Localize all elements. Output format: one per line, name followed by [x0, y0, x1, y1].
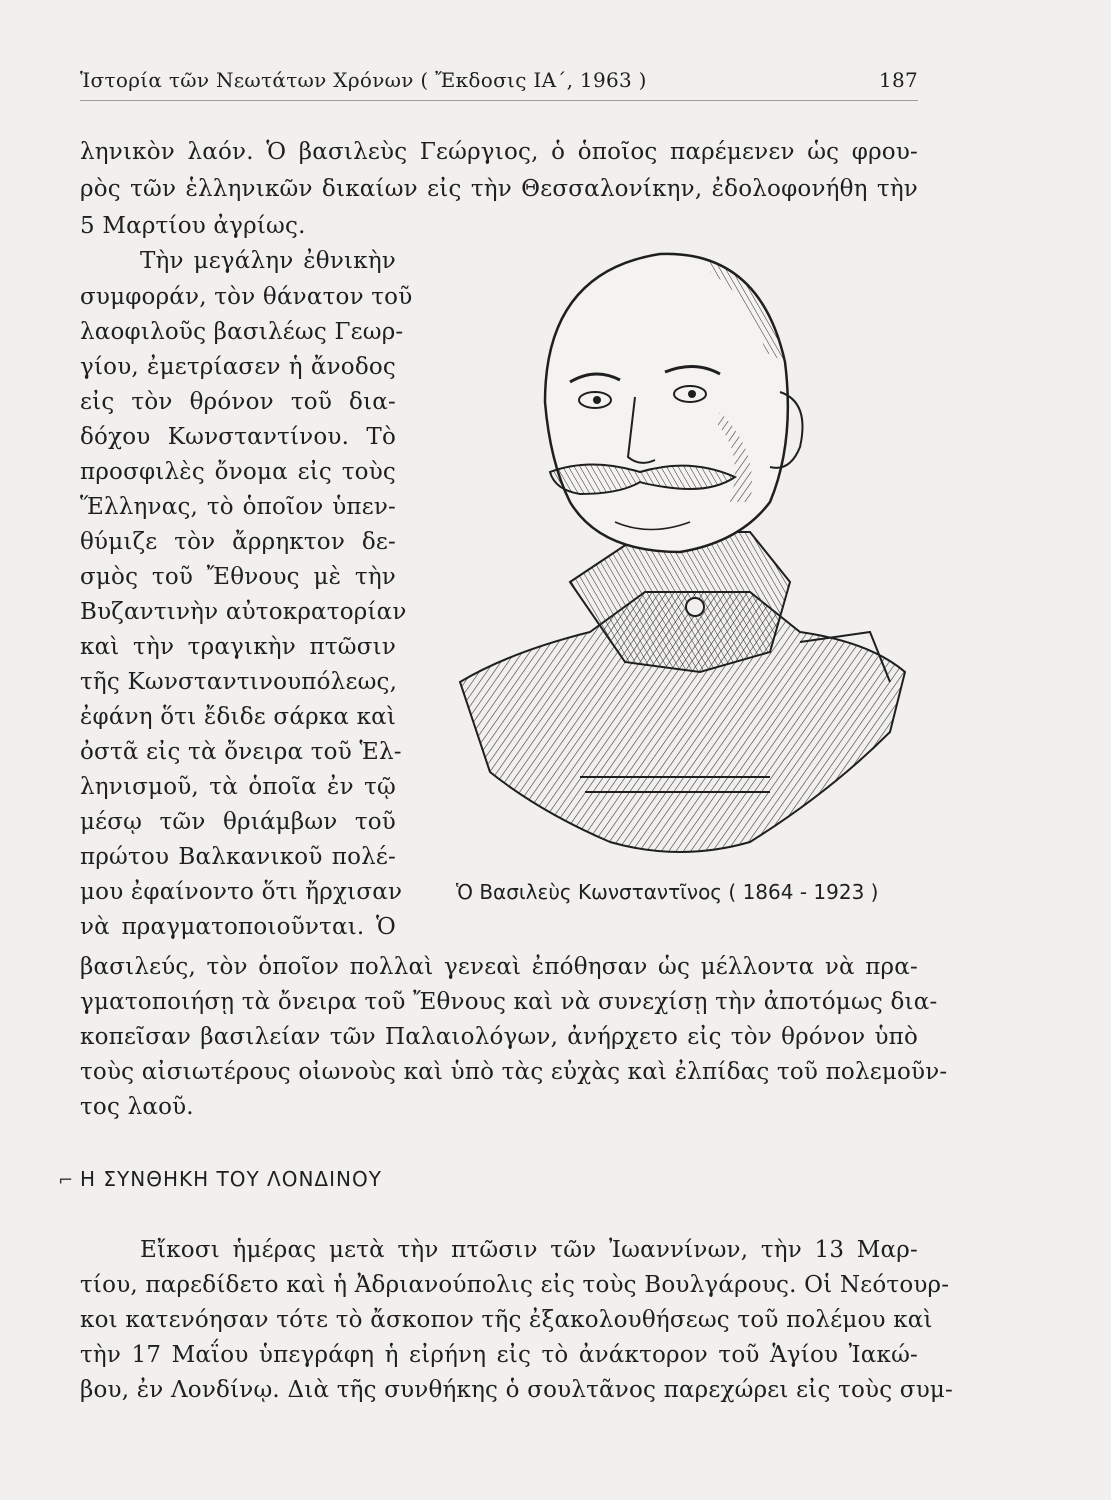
king-constantine-portrait	[450, 232, 910, 862]
text-line: γματοποιήσῃ τὰ ὄνειρα τοῦ Ἔθνους καὶ νὰ συνεχίσῃ τὴν ἀποτόμως δια-	[80, 989, 938, 1015]
text-line: τίου, παρεδίδετο καὶ ἡ Ἀδριανούπολις εἰς τοὺς Βουλγάρους. Οἱ Νεότουρ-	[80, 1272, 950, 1298]
text-line: τῆς Κωνσταντινουπόλεως,	[80, 669, 398, 695]
section-heading: Η ΣΥΝΘΗΚΗ ΤΟΥ ΛΟΝΔΙΝΟΥ	[80, 1167, 382, 1191]
text-line: ληνισμοῦ, τὰ ὁποῖα ἐν τῷ	[80, 774, 396, 800]
text-line: λαοφιλοῦς βασιλέως Γεωρ-	[80, 319, 404, 345]
text-line: τοὺς αἰσιωτέρους οἰωνοὺς καὶ ὑπὸ τὰς εὐχὰς καὶ ἐλπίδας τοῦ πολεμοῦν-	[80, 1059, 948, 1085]
text-line: ὀστᾶ εἰς τὰ ὄνειρα τοῦ Ἑλ-	[80, 739, 402, 765]
text-line: Εἴκοσι ἡμέρας μετὰ τὴν πτῶσιν τῶν Ἰωαννίνων, τὴν 13 Μαρ-	[140, 1237, 918, 1263]
text-line: κοι κατενόησαν τότε τὸ ἄσκοπον τῆς ἐξακολουθήσεως τοῦ πολέμου καὶ	[80, 1307, 933, 1333]
text-line: ρὸς τῶν ἑλληνικῶν δικαίων εἰς τὴν Θεσσαλονίκην, ἐδολοφονήθη τὴν	[80, 176, 918, 202]
text-line: θύμιζε τὸν ἄρρηκτον δε-	[80, 529, 396, 555]
text-line: δόχου Κωνσταντίνου. Τὸ	[80, 424, 396, 450]
text-line: Τὴν μεγάλην ἐθνικὴν	[140, 248, 396, 274]
text-line: βου, ἐν Λονδίνῳ. Διὰ τῆς συνθήκης ὁ σουλτᾶνος παρεχώρει εἰς τοὺς συμ-	[80, 1377, 954, 1403]
text-line: ληνικὸν λαόν. Ὁ βασιλεὺς Γεώργιος, ὁ ὁποῖος παρέμενεν ὡς φρου-	[80, 139, 918, 165]
text-line: νὰ πραγματοποιοῦνται. Ὁ	[80, 914, 396, 940]
text-line: εἰς τὸν θρόνον τοῦ δια-	[80, 389, 396, 415]
text-line: καὶ τὴν τραγικὴν πτῶσιν	[80, 634, 396, 660]
text-line: 5 Μαρτίου ἀγρίως.	[80, 213, 306, 239]
text-line: βασιλεύς, τὸν ὁποῖον πολλαὶ γενεαὶ ἐπόθησαν ὡς μέλλοντα νὰ πρα-	[80, 954, 918, 980]
text-line: τος λαοῦ.	[80, 1094, 194, 1120]
text-line: τὴν 17 Μαΐου ὑπεγράφη ἡ εἰρήνη εἰς τὸ ἀνάκτορον τοῦ Ἁγίου Ἰακώ-	[80, 1342, 918, 1368]
portrait-caption: Ὁ Βασιλεὺς Κωνσταντῖνος ( 1864 - 1923 )	[456, 880, 879, 904]
text-line: ἐφάνη ὅτι ἔδιδε σάρκα καὶ	[80, 704, 397, 730]
text-line: Βυζαντινὴν αὐτοκρατορίαν	[80, 599, 407, 625]
running-title: Ἱστορία τῶν Νεωτάτων Χρόνων ( Ἔκδοσις ΙΑ΄, 1963 )	[80, 68, 647, 92]
text-line: συμφοράν, τὸν θάνατον τοῦ	[80, 284, 413, 310]
text-line: μου ἐφαίνοντο ὅτι ἤρχισαν	[80, 879, 403, 905]
text-line: γίου, ἐμετρίασεν ἡ ἄνοδος	[80, 354, 396, 380]
text-line: κοπεῖσαν βασιλείαν τῶν Παλαιολόγων, ἀνήρχετο εἰς τὸν θρόνον ὑπὸ	[80, 1024, 918, 1050]
running-header	[80, 66, 918, 101]
text-line: Ἕλληνας, τὸ ὁποῖον ὑπεν-	[80, 494, 396, 520]
text-line: προσφιλὲς ὄνομα εἰς τοὺς	[80, 459, 396, 485]
text-line: πρώτου Βαλκανικοῦ πολέ-	[80, 844, 396, 870]
text-line: σμὸς τοῦ Ἔθνους μὲ τὴν	[80, 564, 396, 590]
page-number: 187	[878, 68, 918, 92]
text-line: μέσῳ τῶν θριάμβων τοῦ	[80, 809, 396, 835]
margin-pen-mark: ⌐	[58, 1170, 74, 1191]
